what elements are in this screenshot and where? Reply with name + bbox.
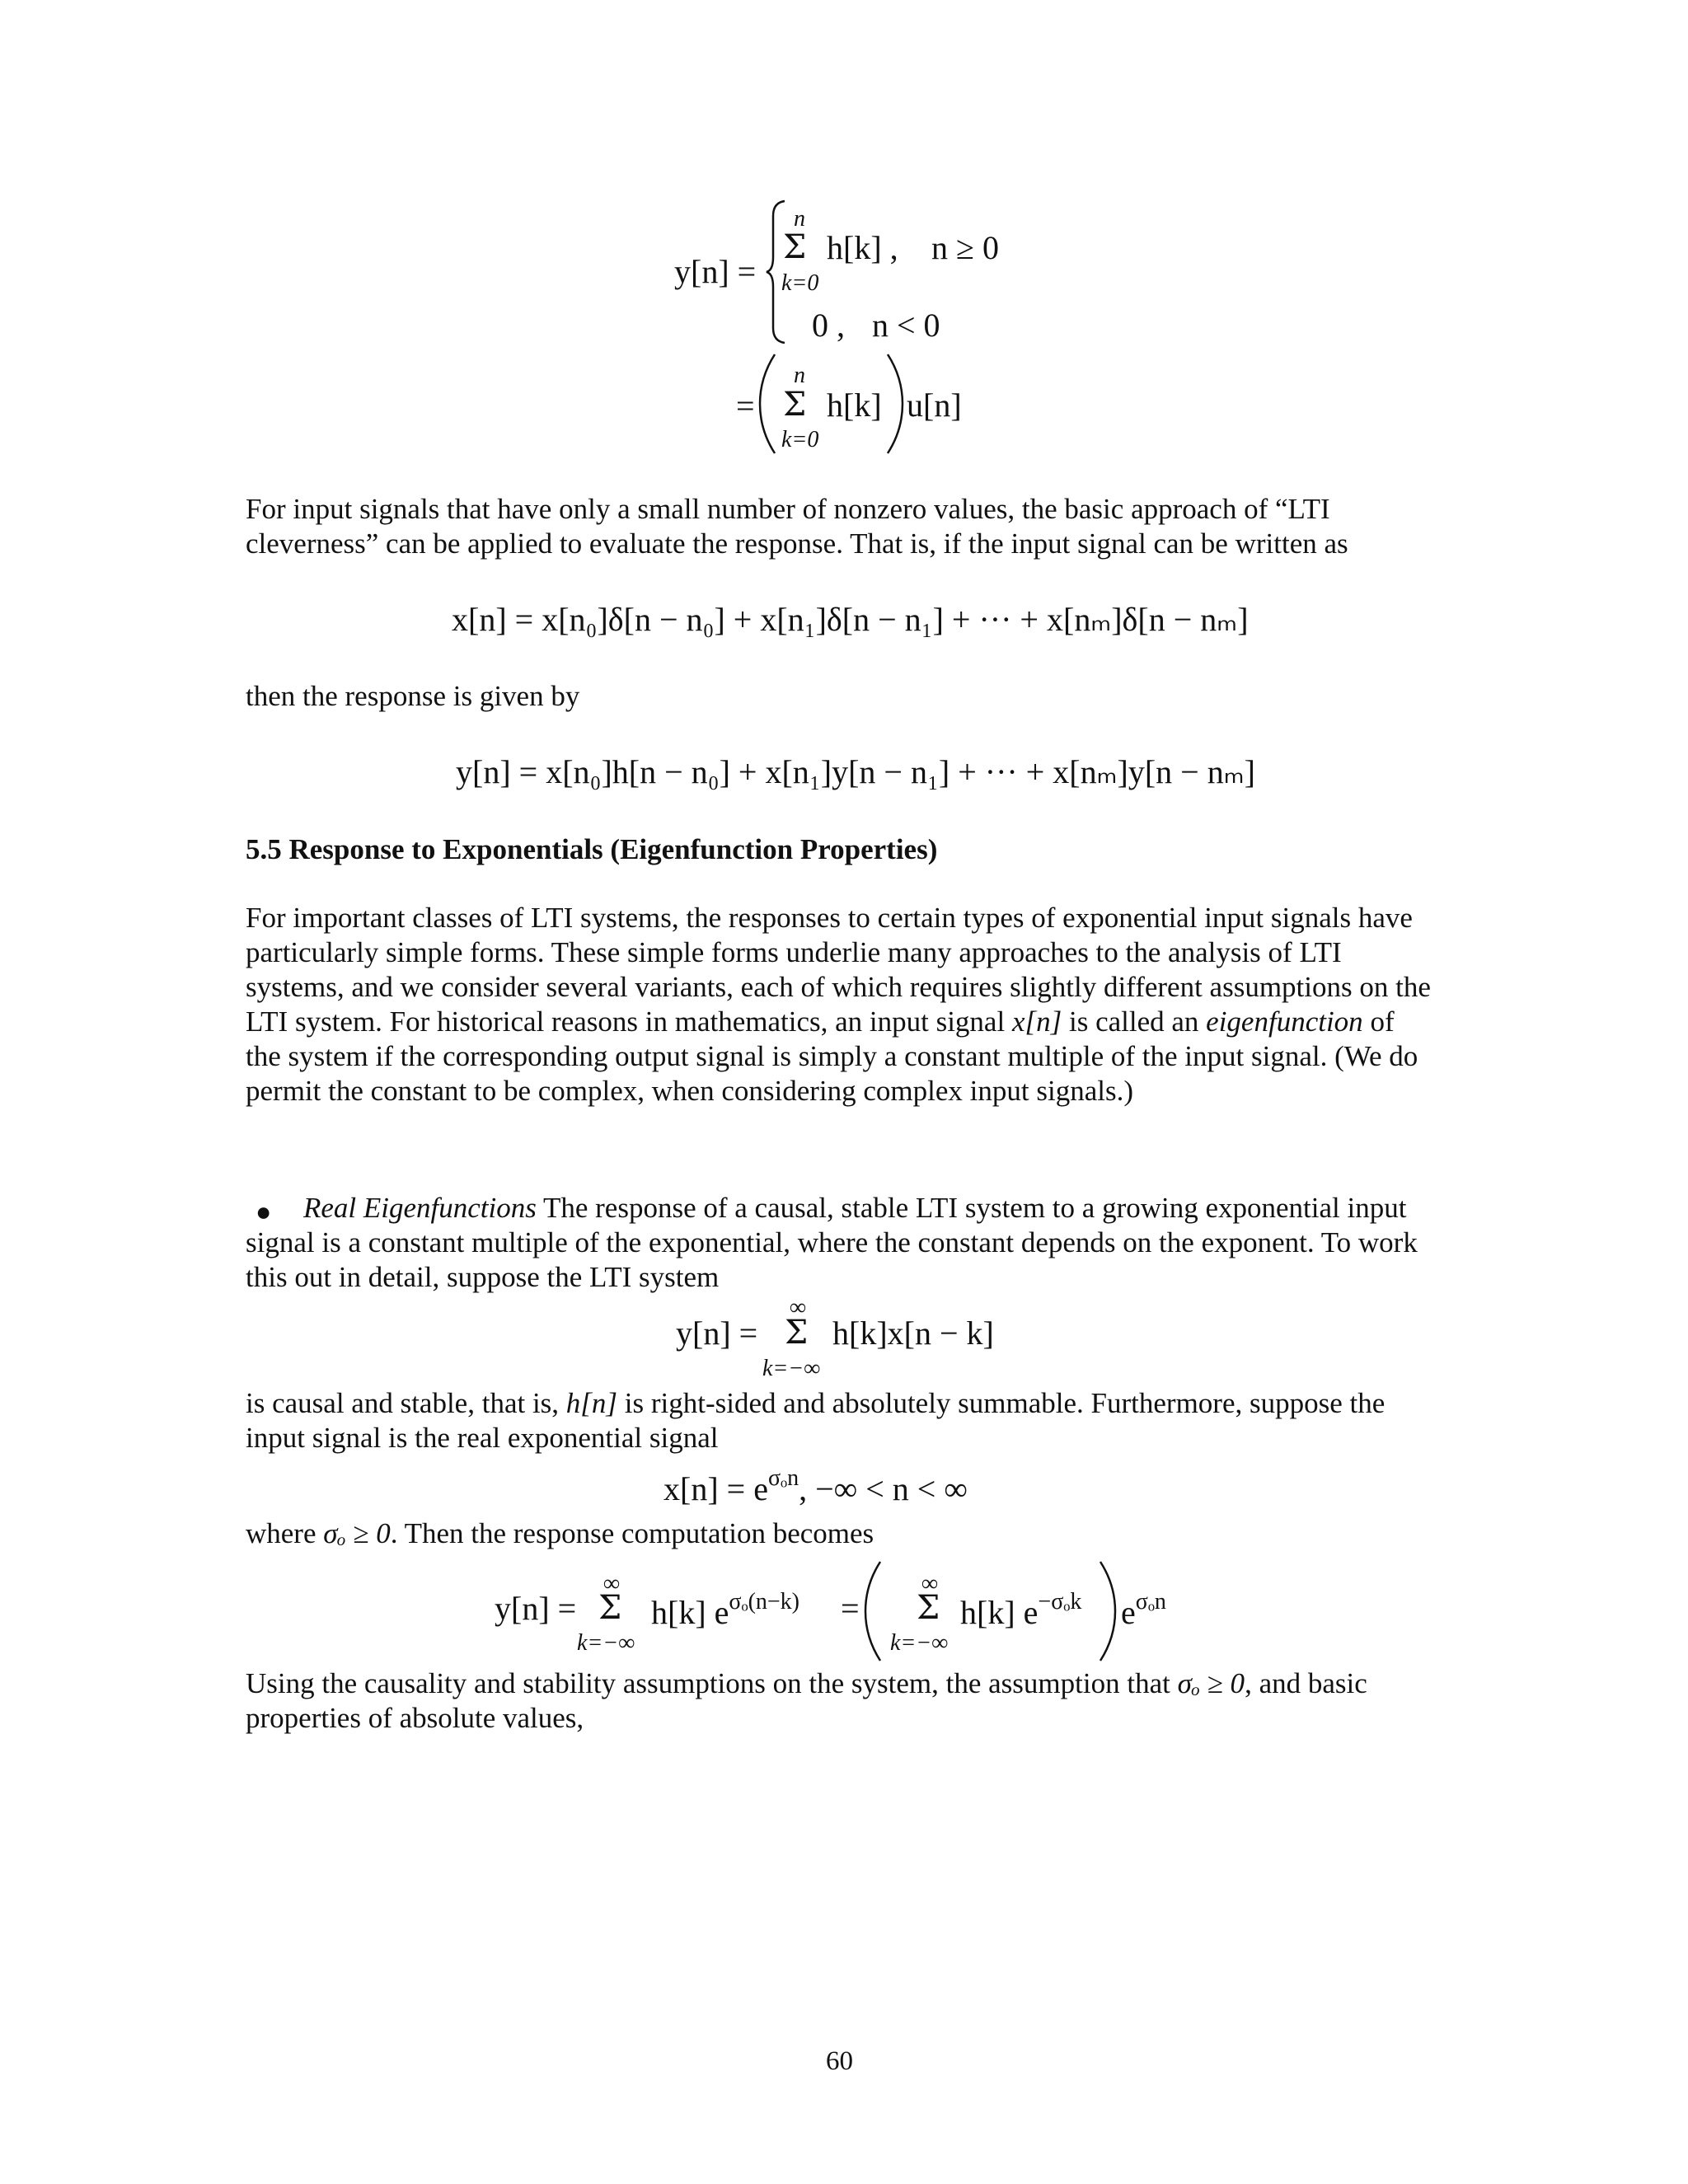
- para3-text3: of the system if the corresponding output signal is simply a constant multiple of the input signal. (We do permit the constant to be complex, when considering complex input signals.): [246, 1005, 1418, 1107]
- eq6-tail-base: e: [1121, 1594, 1136, 1631]
- para4-text2: is right-sided and absolutely summable. Furthermore, suppose the input signal is the real exponential signal: [246, 1387, 1386, 1454]
- summation-icon: Σ: [917, 1589, 940, 1627]
- inline-math-sigma: σₒ ≥ 0: [323, 1517, 391, 1549]
- inline-math-sigma-2: σₒ ≥ 0: [1177, 1667, 1245, 1699]
- right-paren-icon: [886, 353, 904, 455]
- right-paren-icon: [1099, 1560, 1117, 1662]
- para3-text1: For important classes of LTI systems, the responses to certain types of exponential input signals have particularly simple forms. These simple forms underlie many approaches to the analysis of LTI systems, and we consider several variants, each of which requires slightly different assumptions on the LTI system. For historical reasons in mathematics, an input signal: [246, 902, 1431, 1038]
- eq6-lower-limit-1: k=−∞: [577, 1630, 635, 1656]
- bullet-title: Real Eigenfunctions: [303, 1192, 537, 1224]
- eq6-expr2: [960, 1589, 1081, 1632]
- eq1-equals: =: [736, 387, 755, 424]
- equation-response-sum: y[n] = x[n₀]h[n − n₀] + x[n₁]y[n − n₁] + ··· + x[nₘ]y[n − nₘ]: [456, 753, 1255, 790]
- eq1-line2-lower-limit: k=0: [781, 427, 819, 452]
- eq6-exponent2: −σₒk: [1038, 1589, 1082, 1615]
- paragraph-lti-cleverness: For input signals that have only a small number of nonzero values, the basic approach of “LTI cleverness” can be applied to evaluate the response. That is, if the input signal can be written as: [246, 493, 1348, 560]
- eq4-lower-limit: k=−∞: [762, 1356, 821, 1381]
- eq6-expr1: [651, 1589, 799, 1632]
- eq1-case1-condition: n ≥ 0: [931, 229, 999, 266]
- bullet-icon: ●: [256, 1197, 272, 1226]
- para4-text1: is causal and stable, that is,: [246, 1387, 566, 1419]
- para3-text2: is called an: [1062, 1005, 1207, 1038]
- inline-math-x-n: x[n]: [1011, 1005, 1062, 1038]
- eq1-line2-tail: u[n]: [907, 387, 962, 424]
- eq1-case1-expr: h[k] ,: [827, 229, 898, 266]
- equation-real-exponential: [663, 1465, 968, 1508]
- eq1-case1-upper-limit: n: [794, 206, 805, 232]
- eq6-equals: =: [841, 1590, 860, 1627]
- eq6-upper-limit-2: ∞: [921, 1571, 938, 1596]
- eq6-upper-limit-1: ∞: [603, 1571, 620, 1596]
- eq5-tail: , −∞ < n < ∞: [799, 1470, 968, 1507]
- eq5-lhs: x[n] = e: [663, 1470, 768, 1507]
- paragraph-response-given: then the response is given by: [246, 680, 580, 712]
- page-number: 60: [826, 2046, 853, 2076]
- paragraph-causality-stability: [246, 1666, 1432, 1736]
- eq4-expr: h[k]x[n − k]: [832, 1315, 994, 1352]
- eq1-case2-condition: n < 0: [872, 307, 940, 344]
- summation-icon: Σ: [785, 1314, 809, 1352]
- eq6-expr1-base: h[k] e: [651, 1594, 729, 1631]
- para6-text2: , and basic properties of absolute values,: [246, 1667, 1367, 1734]
- left-paren-icon: [758, 353, 776, 455]
- eq5-exponent: σₒn: [767, 1465, 799, 1491]
- paragraph-real-eigenfunctions: [246, 1191, 1432, 1295]
- summation-icon: Σ: [598, 1589, 622, 1627]
- eq4-upper-limit: ∞: [790, 1295, 806, 1320]
- eq6-lower-limit-2: k=−∞: [890, 1630, 949, 1656]
- para5-text2: . Then the response computation becomes: [390, 1517, 874, 1549]
- equation-input-decomposition: x[n] = x[n₀]δ[n − n₀] + x[n₁]δ[n − n₁] + ··· + x[nₘ]δ[n − nₘ]: [452, 601, 1249, 638]
- bullet-text: The response of a causal, stable LTI system to a growing exponential input signal is a constant multiple of the exponential, where the constant depends on the exponent. To work this out in detail, suppose the LTI system: [246, 1192, 1418, 1293]
- emphasis-eigenfunction: eigenfunction: [1206, 1005, 1363, 1038]
- para6-text1: Using the causality and stability assumptions on the system, the assumption that: [246, 1667, 1178, 1699]
- summation-icon: Σ: [783, 386, 807, 424]
- summation-icon: Σ: [783, 228, 807, 266]
- eq6-lhs: y[n] =: [495, 1590, 577, 1627]
- eq1-case1-lower-limit: k=0: [781, 270, 819, 296]
- eq6-exponent1: σₒ(n−k): [729, 1589, 800, 1615]
- eq1-case2-expr: 0 ,: [812, 307, 845, 344]
- eq1-line2-expr: h[k]: [827, 387, 882, 424]
- section-heading: 5.5 Response to Exponentials (Eigenfunction Properties): [246, 833, 938, 865]
- eq6-expr2-base: h[k] e: [960, 1594, 1039, 1631]
- eq6-tail: [1121, 1589, 1166, 1632]
- inline-math-h-n: h[n]: [565, 1387, 618, 1419]
- paragraph-causal-stable: [246, 1386, 1432, 1455]
- eq1-lhs: y[n] =: [674, 253, 757, 290]
- eq1-line2-upper-limit: n: [794, 363, 805, 388]
- eq6-exponent3: σₒn: [1135, 1589, 1166, 1615]
- paragraph-eigenfunction-intro: [246, 901, 1432, 1108]
- eq4-lhs: y[n] =: [676, 1315, 758, 1352]
- left-paren-icon: [864, 1560, 882, 1662]
- para5-text1: where: [246, 1517, 324, 1549]
- paragraph-where-sigma: [246, 1516, 1432, 1551]
